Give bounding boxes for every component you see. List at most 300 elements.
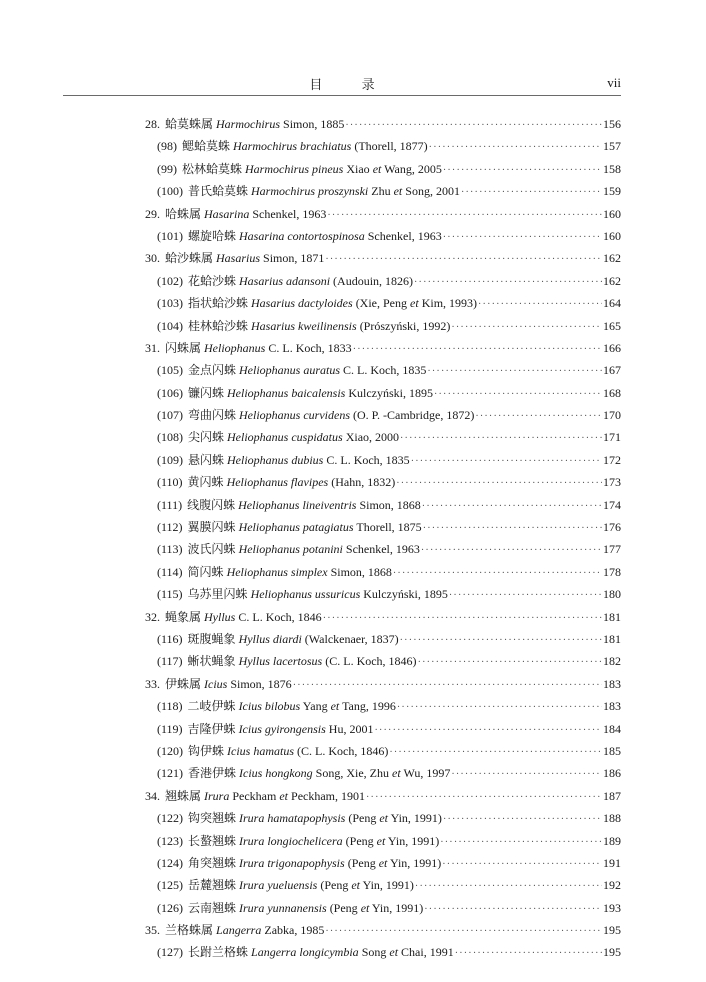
entry-authority: (Prószyński, 1992) bbox=[356, 318, 451, 333]
entry-scientific-name: Hasarina bbox=[204, 206, 250, 221]
dot-leader bbox=[449, 590, 602, 601]
entry-authority: (Peng et Yin, 1991) bbox=[326, 900, 424, 915]
entry-authority: Song, Xie, Zhu et Wu, 1997 bbox=[312, 766, 451, 781]
entry-number: (103) bbox=[157, 296, 183, 311]
entry-chinese-name: 翼膜闪蛛 bbox=[187, 520, 236, 535]
entry-scientific-name: Hasarius bbox=[216, 251, 261, 266]
entry-scientific-name: Icius hongkong bbox=[239, 766, 313, 781]
dot-leader bbox=[455, 948, 602, 959]
entry-number: (101) bbox=[157, 228, 183, 243]
toc-species-entry[interactable] bbox=[145, 272, 621, 294]
toc-species-entry[interactable] bbox=[145, 630, 621, 652]
entry-scientific-name: Heliophanus potanini bbox=[238, 542, 343, 557]
dot-leader bbox=[475, 411, 602, 422]
entry-page-number: 185 bbox=[603, 743, 621, 758]
dot-leader bbox=[443, 814, 602, 825]
toc-species-entry[interactable] bbox=[145, 540, 621, 562]
dot-leader bbox=[400, 635, 602, 646]
entry-scientific-name: Icius hamatus bbox=[227, 743, 295, 758]
header-rule bbox=[63, 95, 621, 96]
dot-leader bbox=[397, 702, 602, 713]
entry-number: 32. bbox=[145, 609, 160, 624]
entry-page-number: 187 bbox=[603, 788, 621, 803]
entry-label bbox=[145, 115, 344, 132]
dot-leader bbox=[414, 277, 602, 288]
entry-number: 34. bbox=[145, 788, 160, 803]
toc-species-entry[interactable] bbox=[145, 697, 621, 719]
entry-page-number: 189 bbox=[603, 833, 621, 848]
entry-chinese-name: 闪蛛属 bbox=[165, 340, 202, 355]
dot-leader bbox=[325, 926, 602, 937]
entry-scientific-name: Hasarius adansoni bbox=[239, 273, 331, 288]
entry-authority: Kulczyński, 1895 bbox=[345, 385, 433, 400]
entry-chinese-name: 角突翘蛛 bbox=[188, 855, 237, 870]
entry-chinese-name: 香港伊蛛 bbox=[188, 766, 237, 781]
entry-number: (109) bbox=[157, 452, 183, 467]
entry-label bbox=[157, 809, 442, 826]
entry-label bbox=[157, 428, 399, 445]
entry-scientific-name: Heliophanus cuspidatus bbox=[227, 430, 343, 445]
entry-authority: (Xie, Peng et Kim, 1993) bbox=[352, 296, 478, 311]
entry-number: (107) bbox=[157, 408, 183, 423]
entry-number: (108) bbox=[157, 430, 183, 445]
entry-chinese-name: 普氏蛤莫蛛 bbox=[188, 184, 249, 199]
entry-page-number: 182 bbox=[603, 654, 621, 669]
entry-authority: Hu, 2001 bbox=[325, 721, 374, 736]
entry-page-number: 156 bbox=[603, 117, 621, 131]
entry-authority: Schenkel, 1963 bbox=[342, 542, 420, 557]
toc-species-entry[interactable] bbox=[145, 899, 621, 921]
entry-authority: Simon, 1876 bbox=[227, 676, 292, 691]
entry-label bbox=[157, 697, 396, 714]
toc-species-entry[interactable] bbox=[145, 742, 621, 764]
entry-scientific-name: Langerra longicymbia bbox=[251, 945, 359, 960]
entry-page-number: 180 bbox=[603, 587, 621, 602]
entry-scientific-name: Heliophanus baicalensis bbox=[227, 385, 346, 400]
entry-chinese-name: 线腹闪蛛 bbox=[187, 497, 236, 512]
entry-chinese-name: 指状蛤沙蛛 bbox=[188, 296, 249, 311]
dot-leader bbox=[374, 725, 602, 736]
toc-species-entry[interactable] bbox=[145, 518, 621, 540]
entry-authority: Simon, 1871 bbox=[260, 251, 325, 266]
entry-authority: (Peng et Yin, 1991) bbox=[345, 811, 442, 826]
entry-scientific-name: Hasarius kweilinensis bbox=[251, 318, 357, 333]
entry-label bbox=[145, 205, 326, 222]
table-of-contents bbox=[145, 115, 621, 966]
entry-page-number: 162 bbox=[603, 251, 621, 266]
entry-number: (102) bbox=[157, 273, 183, 288]
entry-number: (118) bbox=[157, 699, 183, 714]
entry-chinese-name: 蜥状蝇象 bbox=[187, 654, 236, 669]
entry-scientific-name: Heliophanus dubius bbox=[227, 452, 324, 467]
toc-species-entry[interactable] bbox=[145, 451, 621, 473]
entry-chinese-name: 乌苏里闪蛛 bbox=[187, 587, 248, 602]
entry-chinese-name: 钩突翘蛛 bbox=[188, 811, 237, 826]
toc-genus-entry[interactable] bbox=[145, 675, 621, 697]
entry-chinese-name: 悬闪蛛 bbox=[188, 452, 225, 467]
entry-authority: Song et Chai, 1991 bbox=[358, 945, 454, 960]
dot-leader bbox=[421, 545, 602, 556]
entry-scientific-name: Hasarius dactyloides bbox=[251, 296, 353, 311]
entry-chinese-name: 桂林蛤沙蛛 bbox=[188, 318, 249, 333]
toc-genus-entry[interactable] bbox=[145, 339, 621, 361]
entry-number: 29. bbox=[145, 206, 160, 221]
toc-species-entry[interactable] bbox=[145, 473, 621, 495]
toc-species-entry[interactable] bbox=[145, 764, 621, 786]
entry-chinese-name: 蛤莫蛛属 bbox=[165, 117, 214, 131]
entry-label bbox=[157, 943, 454, 960]
dot-leader bbox=[325, 254, 602, 265]
entry-chinese-name: 花蛤沙蛛 bbox=[188, 273, 237, 288]
entry-label bbox=[157, 652, 417, 669]
entry-authority: Schenkel, 1963 bbox=[364, 228, 442, 243]
entry-label bbox=[145, 921, 324, 938]
entry-scientific-name: Heliophanus simplex bbox=[226, 564, 328, 579]
entry-label bbox=[157, 742, 388, 759]
entry-label bbox=[145, 787, 365, 804]
entry-scientific-name: Heliophanus ussuricus bbox=[250, 587, 361, 602]
entry-page-number: 164 bbox=[603, 296, 621, 311]
entry-authority: C. L. Koch, 1835 bbox=[340, 363, 427, 378]
entry-label bbox=[157, 832, 439, 849]
entry-authority: Xiao, 2000 bbox=[342, 430, 400, 445]
entry-authority: (C. L. Koch, 1846) bbox=[294, 743, 389, 758]
entry-authority: (Peng et Yin, 1991) bbox=[342, 833, 440, 848]
entry-number: (114) bbox=[157, 564, 183, 579]
entry-chinese-name: 哈蛛属 bbox=[165, 206, 202, 221]
entry-scientific-name: Harmochirus proszynski bbox=[251, 184, 369, 199]
entry-authority: C. L. Koch, 1833 bbox=[265, 340, 352, 355]
entry-chinese-name: 波氏闪蛛 bbox=[187, 542, 236, 557]
entry-number: (120) bbox=[157, 743, 183, 758]
entry-page-number: 195 bbox=[603, 945, 621, 960]
toc-species-entry[interactable] bbox=[145, 428, 621, 450]
entry-authority: Simon, 1885 bbox=[280, 117, 345, 131]
entry-number: (121) bbox=[157, 766, 183, 781]
entry-number: (110) bbox=[157, 475, 183, 490]
entry-chinese-name: 钩伊蛛 bbox=[188, 743, 225, 758]
entry-page-number: 195 bbox=[603, 923, 621, 938]
dot-leader bbox=[422, 501, 602, 512]
dot-leader bbox=[415, 881, 602, 892]
toc-species-entry[interactable] bbox=[145, 317, 621, 339]
entry-label bbox=[157, 540, 420, 557]
entry-scientific-name: Irura longiochelicera bbox=[239, 833, 343, 848]
entry-page-number: 181 bbox=[603, 609, 621, 624]
entry-number: (113) bbox=[157, 542, 183, 557]
dot-leader bbox=[424, 904, 602, 915]
entry-scientific-name: Hyllus diardi bbox=[238, 631, 302, 646]
entry-chinese-name: 尖闪蛛 bbox=[188, 430, 225, 445]
entry-page-number: 158 bbox=[603, 161, 621, 176]
toc-species-entry[interactable] bbox=[145, 496, 621, 518]
entry-label bbox=[157, 384, 433, 401]
entry-authority: Zhu et Song, 2001 bbox=[368, 184, 460, 199]
entry-label bbox=[157, 630, 399, 647]
entry-label bbox=[157, 720, 373, 737]
dot-leader bbox=[478, 299, 602, 310]
entry-number: (127) bbox=[157, 945, 183, 960]
toc-species-entry[interactable] bbox=[145, 652, 621, 674]
entry-chinese-name: 蛤沙蛛属 bbox=[165, 251, 214, 266]
entry-page-number: 159 bbox=[603, 184, 621, 199]
dot-leader bbox=[327, 210, 602, 221]
toc-species-entry[interactable] bbox=[145, 585, 621, 607]
entry-authority: (C. L. Koch, 1846) bbox=[322, 654, 417, 669]
entry-page-number: 170 bbox=[603, 408, 621, 423]
entry-number: (115) bbox=[157, 587, 183, 602]
entry-label bbox=[157, 317, 450, 334]
dot-leader bbox=[411, 456, 602, 467]
toc-species-entry[interactable] bbox=[145, 137, 621, 159]
entry-scientific-name: Icius bilobus bbox=[238, 699, 301, 714]
entry-label bbox=[157, 406, 474, 423]
entry-page-number: 193 bbox=[603, 900, 621, 915]
entry-number: (106) bbox=[157, 385, 183, 400]
entry-authority: (Audouin, 1826) bbox=[330, 273, 414, 288]
entry-page-number: 177 bbox=[603, 542, 621, 557]
entry-authority: Xiao et Wang, 2005 bbox=[343, 161, 442, 176]
toc-species-entry[interactable] bbox=[145, 563, 621, 585]
entry-authority: Kulczyński, 1895 bbox=[360, 587, 448, 602]
entry-page-number: 162 bbox=[603, 273, 621, 288]
entry-authority: C. L. Koch, 1846 bbox=[235, 609, 322, 624]
entry-chinese-name: 斑腹蝇象 bbox=[187, 631, 236, 646]
entry-chinese-name: 镰闪蛛 bbox=[188, 385, 225, 400]
dot-leader bbox=[442, 859, 602, 870]
entry-authority: Simon, 1868 bbox=[327, 564, 392, 579]
entry-number: (123) bbox=[157, 833, 183, 848]
entry-page-number: 174 bbox=[603, 497, 621, 512]
entry-page-number: 165 bbox=[603, 318, 621, 333]
entry-scientific-name: Harmochirus brachiatus bbox=[233, 139, 352, 154]
dot-leader bbox=[440, 837, 602, 848]
entry-authority: C. L. Koch, 1835 bbox=[323, 452, 410, 467]
entry-number: (100) bbox=[157, 184, 183, 199]
running-header bbox=[63, 70, 621, 96]
toc-species-entry[interactable] bbox=[145, 832, 621, 854]
entry-number: (126) bbox=[157, 900, 183, 915]
toc-genus-entry[interactable] bbox=[145, 249, 621, 271]
entry-authority: Yang et Tang, 1996 bbox=[300, 699, 396, 714]
entry-page-number: 166 bbox=[603, 340, 621, 355]
entry-label bbox=[157, 473, 395, 490]
dot-leader bbox=[345, 120, 602, 131]
toc-genus-entry[interactable] bbox=[145, 921, 621, 943]
entry-page-number: 186 bbox=[603, 766, 621, 781]
entry-number: 35. bbox=[145, 923, 160, 938]
toc-species-entry[interactable] bbox=[145, 361, 621, 383]
entry-authority: (Peng et Yin, 1991) bbox=[317, 878, 414, 893]
entry-label bbox=[157, 160, 442, 177]
entry-authority: (Walckenaer, 1837) bbox=[301, 631, 399, 646]
entry-page-number: 160 bbox=[603, 228, 621, 243]
entry-page-number: 171 bbox=[603, 430, 621, 445]
entry-chinese-name: 黄闪蛛 bbox=[187, 475, 224, 490]
entry-authority: Zabka, 1985 bbox=[261, 923, 325, 938]
entry-label bbox=[157, 899, 423, 916]
entry-number: 30. bbox=[145, 251, 160, 266]
entry-page-number: 176 bbox=[603, 520, 621, 535]
dot-leader bbox=[443, 232, 602, 243]
toc-species-entry[interactable] bbox=[145, 406, 621, 428]
entry-label bbox=[157, 227, 442, 244]
entry-label bbox=[157, 182, 460, 199]
entry-label bbox=[145, 608, 322, 625]
toc-species-entry[interactable] bbox=[145, 160, 621, 182]
dot-leader bbox=[366, 792, 602, 803]
entry-number: 33. bbox=[145, 676, 160, 691]
toc-species-entry[interactable] bbox=[145, 294, 621, 316]
entry-number: (116) bbox=[157, 631, 183, 646]
entry-page-number: 188 bbox=[603, 811, 621, 826]
entry-number: 31. bbox=[145, 340, 160, 355]
dot-leader bbox=[434, 389, 602, 400]
entry-scientific-name: Irura trigonapophysis bbox=[239, 855, 345, 870]
toc-genus-entry[interactable] bbox=[145, 205, 621, 227]
entry-number: (125) bbox=[157, 878, 183, 893]
entry-label bbox=[157, 294, 477, 311]
entry-scientific-name: Irura bbox=[204, 788, 230, 803]
entry-scientific-name: Hyllus lacertosus bbox=[238, 654, 323, 669]
entry-number: (105) bbox=[157, 363, 183, 378]
entry-number: (119) bbox=[157, 721, 183, 736]
toc-genus-entry[interactable] bbox=[145, 787, 621, 809]
entry-authority: (Thorell, 1877) bbox=[351, 139, 428, 154]
entry-chinese-name: 云南翘蛛 bbox=[188, 900, 237, 915]
entry-page-number: 168 bbox=[603, 385, 621, 400]
entry-chinese-name: 螺旋哈蛛 bbox=[188, 228, 237, 243]
entry-scientific-name: Heliophanus curvidens bbox=[239, 408, 350, 423]
entry-scientific-name: Harmochirus pineus bbox=[245, 161, 344, 176]
entry-scientific-name: Heliophanus bbox=[204, 340, 266, 355]
entry-authority: Thorell, 1875 bbox=[353, 520, 422, 535]
entry-scientific-name: Irura yunnanensis bbox=[239, 900, 327, 915]
entry-page-number: 183 bbox=[603, 699, 621, 714]
entry-label bbox=[157, 496, 421, 513]
entry-chinese-name: 弯曲闪蛛 bbox=[188, 408, 237, 423]
toc-species-entry[interactable] bbox=[145, 182, 621, 204]
entry-page-number: 191 bbox=[603, 855, 621, 870]
entry-page-number: 184 bbox=[603, 721, 621, 736]
entry-authority: Simon, 1868 bbox=[356, 497, 421, 512]
entry-label bbox=[157, 585, 448, 602]
entry-scientific-name: Hasarina contortospinosa bbox=[239, 228, 365, 243]
header-page-number: vii bbox=[607, 75, 621, 90]
entry-number: (111) bbox=[157, 497, 183, 512]
entry-number: (122) bbox=[157, 811, 183, 826]
entry-page-number: 181 bbox=[603, 631, 621, 646]
entry-label bbox=[157, 764, 450, 781]
entry-label bbox=[157, 854, 441, 871]
dot-leader bbox=[427, 366, 602, 377]
entry-page-number: 160 bbox=[603, 206, 621, 221]
entry-scientific-name: Heliophanus lineiventris bbox=[238, 497, 357, 512]
entry-scientific-name: Langerra bbox=[216, 923, 262, 938]
entry-number: (104) bbox=[157, 318, 183, 333]
dot-leader bbox=[396, 478, 602, 489]
entry-label bbox=[157, 272, 413, 289]
entry-chinese-name: 长螯翘蛛 bbox=[188, 833, 237, 848]
entry-scientific-name: Hyllus bbox=[204, 609, 236, 624]
entry-label bbox=[157, 451, 410, 468]
entry-label bbox=[157, 876, 414, 893]
entry-number: 28. bbox=[145, 117, 160, 131]
entry-number: (117) bbox=[157, 654, 183, 669]
toc-species-entry[interactable] bbox=[145, 720, 621, 742]
entry-authority: (Hahn, 1832) bbox=[328, 475, 396, 490]
dot-leader bbox=[293, 680, 602, 691]
entry-chinese-name: 翘蛛属 bbox=[165, 788, 202, 803]
entry-scientific-name: Heliophanus patagiatus bbox=[238, 520, 354, 535]
dot-leader bbox=[353, 344, 602, 355]
entry-authority: Peckham et Peckham, 1901 bbox=[229, 788, 366, 803]
entry-page-number: 183 bbox=[603, 676, 621, 691]
entry-scientific-name: Irura hamatapophysis bbox=[239, 811, 346, 826]
toc-species-entry[interactable] bbox=[145, 854, 621, 876]
entry-label bbox=[157, 563, 392, 580]
entry-authority: (O. P. -Cambridge, 1872) bbox=[350, 408, 475, 423]
entry-scientific-name: Harmochirus bbox=[216, 117, 281, 131]
entry-authority: Schenkel, 1963 bbox=[249, 206, 327, 221]
toc-species-entry[interactable] bbox=[145, 384, 621, 406]
entry-chinese-name: 鳃蛤莫蛛 bbox=[182, 139, 231, 154]
entry-number: (99) bbox=[157, 161, 177, 176]
toc-species-entry[interactable] bbox=[145, 943, 621, 965]
dot-leader bbox=[323, 613, 602, 624]
entry-chinese-name: 二岐伊蛛 bbox=[187, 699, 236, 714]
entry-label bbox=[145, 249, 324, 266]
entry-number: (124) bbox=[157, 855, 183, 870]
entry-chinese-name: 岳麓翘蛛 bbox=[188, 878, 237, 893]
entry-scientific-name: Icius gyirongensis bbox=[238, 721, 326, 736]
entry-scientific-name: Heliophanus auratus bbox=[239, 363, 341, 378]
entry-page-number: 173 bbox=[603, 475, 621, 490]
dot-leader bbox=[418, 657, 602, 668]
entry-chinese-name: 吉隆伊蛛 bbox=[187, 721, 236, 736]
header-title: 目 录 bbox=[309, 77, 393, 92]
entry-chinese-name: 蝇象属 bbox=[165, 609, 202, 624]
dot-leader bbox=[389, 747, 602, 758]
entry-scientific-name: Irura yueluensis bbox=[239, 878, 318, 893]
toc-species-entry[interactable] bbox=[145, 809, 621, 831]
entry-chinese-name: 简闪蛛 bbox=[187, 564, 224, 579]
entry-label bbox=[157, 518, 422, 535]
toc-species-entry[interactable] bbox=[145, 227, 621, 249]
entry-label bbox=[157, 361, 426, 378]
toc-genus-entry[interactable] bbox=[145, 608, 621, 630]
entry-number: (98) bbox=[157, 139, 177, 154]
entry-chinese-name: 长跗兰格蛛 bbox=[188, 945, 249, 960]
entry-page-number: 172 bbox=[603, 452, 621, 467]
dot-leader bbox=[461, 187, 602, 198]
toc-genus-entry[interactable] bbox=[145, 115, 621, 137]
entry-authority: (Peng et Yin, 1991) bbox=[344, 855, 442, 870]
entry-chinese-name: 伊蛛属 bbox=[165, 676, 202, 691]
entry-label bbox=[157, 137, 428, 154]
dot-leader bbox=[429, 142, 602, 153]
entry-page-number: 178 bbox=[603, 564, 621, 579]
entry-label bbox=[145, 675, 292, 692]
dot-leader bbox=[423, 523, 602, 534]
entry-chinese-name: 金点闪蛛 bbox=[188, 363, 237, 378]
dot-leader bbox=[400, 433, 602, 444]
entry-chinese-name: 松林蛤莫蛛 bbox=[182, 161, 243, 176]
entry-scientific-name: Icius bbox=[204, 676, 228, 691]
entry-page-number: 157 bbox=[603, 139, 621, 154]
toc-species-entry[interactable] bbox=[145, 876, 621, 898]
dot-leader bbox=[451, 769, 602, 780]
